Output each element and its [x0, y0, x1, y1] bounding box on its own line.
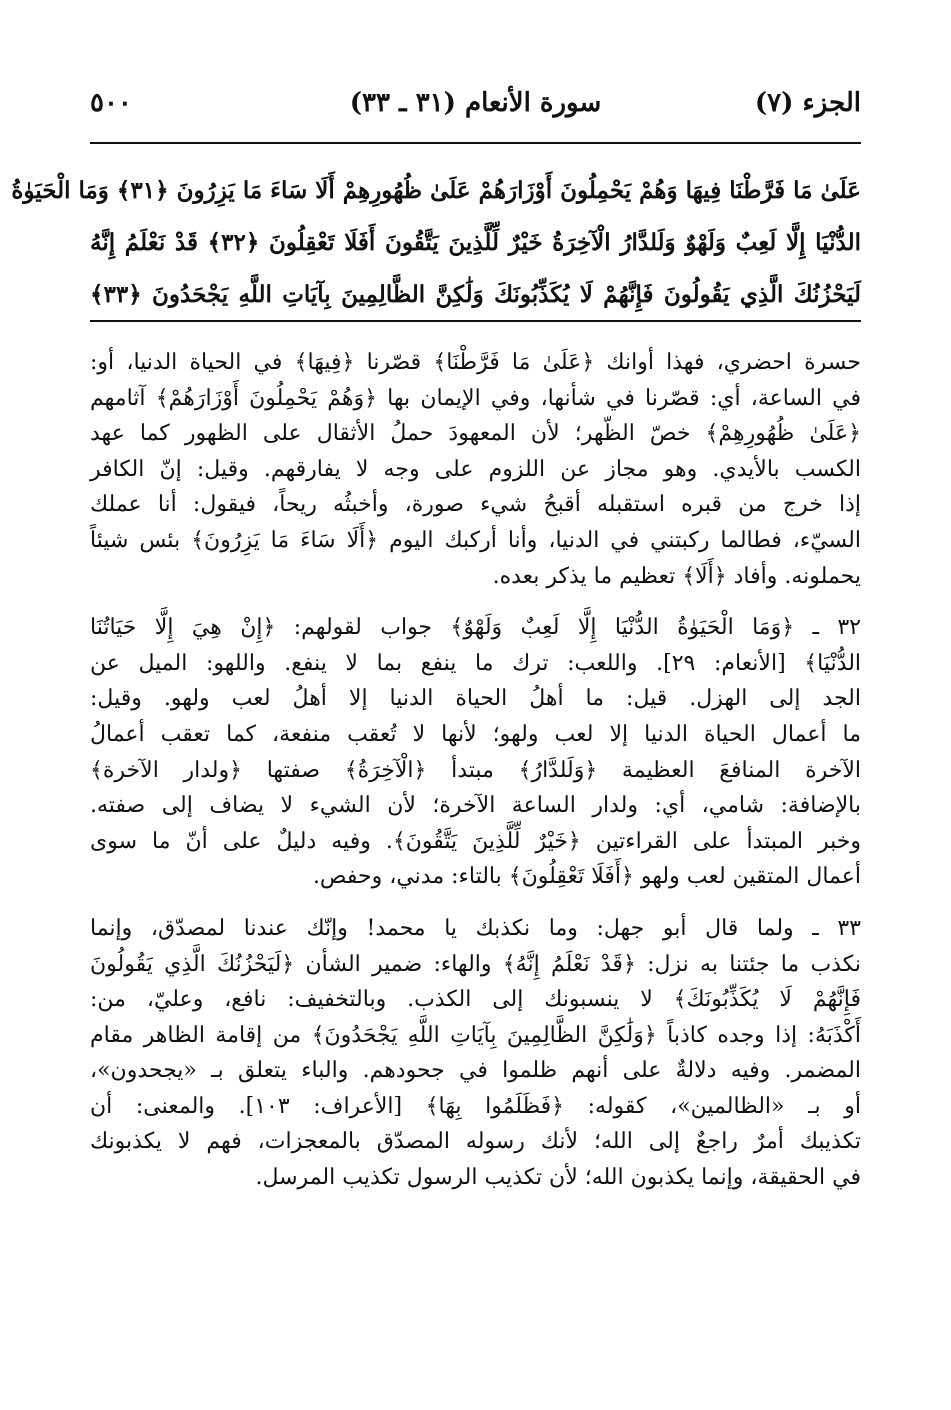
- text-line: الدُّنْيَا﴾ [الأنعام: ٢٩]. واللعب: ترك ما ينفع بما لا ينفع. واللهو: الميل عن: [90, 650, 862, 676]
- commentary-paragraph: [90, 345, 861, 594]
- text-line: المضمر. وفيه دلالةٌ على أنهم ظلموا في جحودهم. والباء يتعلق بـ «يجحدون»،: [90, 1058, 861, 1084]
- text-line: تكذيبك أمرٌ راجعٌ إلى الله؛ لأنك رسوله المصدّق بالمعجزات، فهم لا يكذبونك: [90, 1129, 861, 1155]
- page-number: ٥٠٠: [90, 88, 132, 118]
- verse-line: الدُّنْيَا إِلَّا لَعِبٌ وَلَهْوٌ وَلَلدَّارُ الْآخِرَةُ خَيْرٌ لِّلَّذِينَ يَتَّقُونَ أَفَلَا تَعْقِلُونَ ﴿٣٢﴾ قَدْ نَعْلَمُ إِنَّهُ: [90, 229, 861, 256]
- text-line: فَإِنَّهُمْ لَا يُكَذِّبُونَكَ﴾ لا ينسبونك إلى الكذب. وبالتخفيف: نافع، وعليّ، من:: [90, 987, 861, 1013]
- text-line: الكسب بالأيدي. وهو مجاز عن اللزوم على وجه لا يفارقهم. وقيل: إنّ الكافر: [90, 456, 861, 482]
- text-line: الجد إلى الهزل. قيل: ما أهلُ الحياة الدنيا إلا أهلُ لعب ولهو. وقيل:: [90, 686, 861, 712]
- text-line: بالإضافة: شامي، أي: ولدار الساعة الآخرة؛ لأن الشيء لا يضاف إلى صفته.: [90, 793, 861, 819]
- text-line: السيّء، فطالما ركبتني في الدنيا، وأنا أركبك اليوم ﴿أَلَا سَاءَ مَا يَزِرُونَ﴾ بئس شيئاً: [90, 527, 861, 553]
- text-line: إذا خرج من قبره استقبله أقبحُ شيء صورة، وأخبثُه ريحاً، فيقول: أنا عملك: [90, 492, 861, 518]
- verse-line: عَلَىٰ مَا فَرَّطْنَا فِيهَا وَهُمْ يَحْمِلُونَ أَوْزَارَهُمْ عَلَىٰ ظُهُورِهِمْ أَلَا سَاءَ مَا يَزِرُونَ ﴿٣١﴾ وَمَا الْحَيَوٰةُ: [11, 177, 861, 204]
- verses-divider: [90, 320, 861, 322]
- quran-verses: [11, 165, 861, 321]
- commentary-paragraph: [90, 610, 861, 895]
- text-line: نكذب ما جئتنا به نزل: ﴿قَدْ نَعْلَمُ إِنَّهُ﴾ والهاء: ضمير الشأن ﴿لَيَحْزُنُكَ الَّذِي يَقُولُونَ: [90, 951, 861, 977]
- text-line: يحملونه. وأفاد ﴿أَلَا﴾ تعظيم ما يذكر بعده.: [492, 563, 861, 589]
- tafsir-commentary: [90, 345, 861, 1196]
- text-line: وخبر المبتدأ على القراءتين ﴿خَيْرٌ لِّلَّذِينَ يَتَّقُونَ﴾. وفيه دليلٌ على أنّ ما سوى: [90, 828, 861, 854]
- text-line: أَكْذَبَهُ: إذا وجده كاذباً ﴿وَلَٰكِنَّ الظَّالِمِينَ بِآيَاتِ اللَّهِ يَجْحَدُونَ﴾ من إقامة الظاهر مقام: [90, 1022, 861, 1048]
- juz-label: الجزء (٧): [754, 88, 861, 118]
- surah-title: سورة الأنعام (٣١ ـ ٣٣): [349, 88, 602, 118]
- header-divider: [90, 142, 861, 144]
- text-line: أعمال المتقين لعب ولهو ﴿أَفَلَا تَعْقِلُونَ﴾ بالتاء: مدني، وحفص.: [312, 864, 861, 890]
- text-line: حسرة احضري، فهذا أوانك ﴿عَلَىٰ مَا فَرَّطْنَا﴾ قصّرنا ﴿فِيهَا﴾ في الحياة الدنيا، أو:: [90, 350, 861, 375]
- text-line: ٣٢ ـ ﴿وَمَا الْحَيَوٰةُ الدُّنْيَا إِلَّا لَعِبٌ وَلَهْوٌ﴾ جواب لقولهم: ﴿إِنْ هِيَ إِلَّا حَيَاتُنَا: [90, 615, 861, 641]
- commentary-paragraph: [90, 911, 861, 1196]
- text-line: في الساعة، أي: قصّرنا في شأنها، وفي الإيمان بها ﴿وَهُمْ يَحْمِلُونَ أَوْزَارَهُمْ﴾ آثامهم: [90, 385, 861, 411]
- verse-line: لَيَحْزُنُكَ الَّذِي يَقُولُونَ فَإِنَّهُمْ لَا يُكَذِّبُونَكَ وَلَٰكِنَّ الظَّالِمِينَ بِآيَاتِ اللَّهِ يَجْحَدُونَ ﴿٣٣﴾: [90, 281, 861, 308]
- page-header: [90, 88, 861, 132]
- text-line: الآخرة المنافعَ العظيمة ﴿وَلَلدَّارُ﴾ مبتدأ ﴿الْآخِرَةُ﴾ صفتها ﴿ولدار الآخرة﴾: [90, 757, 861, 783]
- text-line: ٣٣ ـ ولما قال أبو جهل: وما نكذبك يا محمد! وإنّك عندنا لمصدّق، وإنما: [90, 915, 861, 941]
- text-line: ﴿عَلَىٰ ظُهُورِهِمْ﴾ خصّ الظّهر؛ لأن المعهودَ حملُ الأثقال على الظهور كما عهد: [90, 421, 861, 447]
- text-line: في الحقيقة، وإنما يكذبون الله؛ لأن تكذيب الرسول تكذيب المرسل.: [255, 1165, 861, 1191]
- text-line: أو بـ «الظالمين»، كقوله: ﴿فَظَلَمُوا بِهَا﴾ [الأعراف: ١٠٣]. والمعنى: أن: [90, 1093, 861, 1119]
- text-line: ما أعمال الحياة الدنيا إلا لعب ولهو؛ لأنها لا تُعقب منفعة، كما تعقب أعمالُ: [90, 721, 861, 747]
